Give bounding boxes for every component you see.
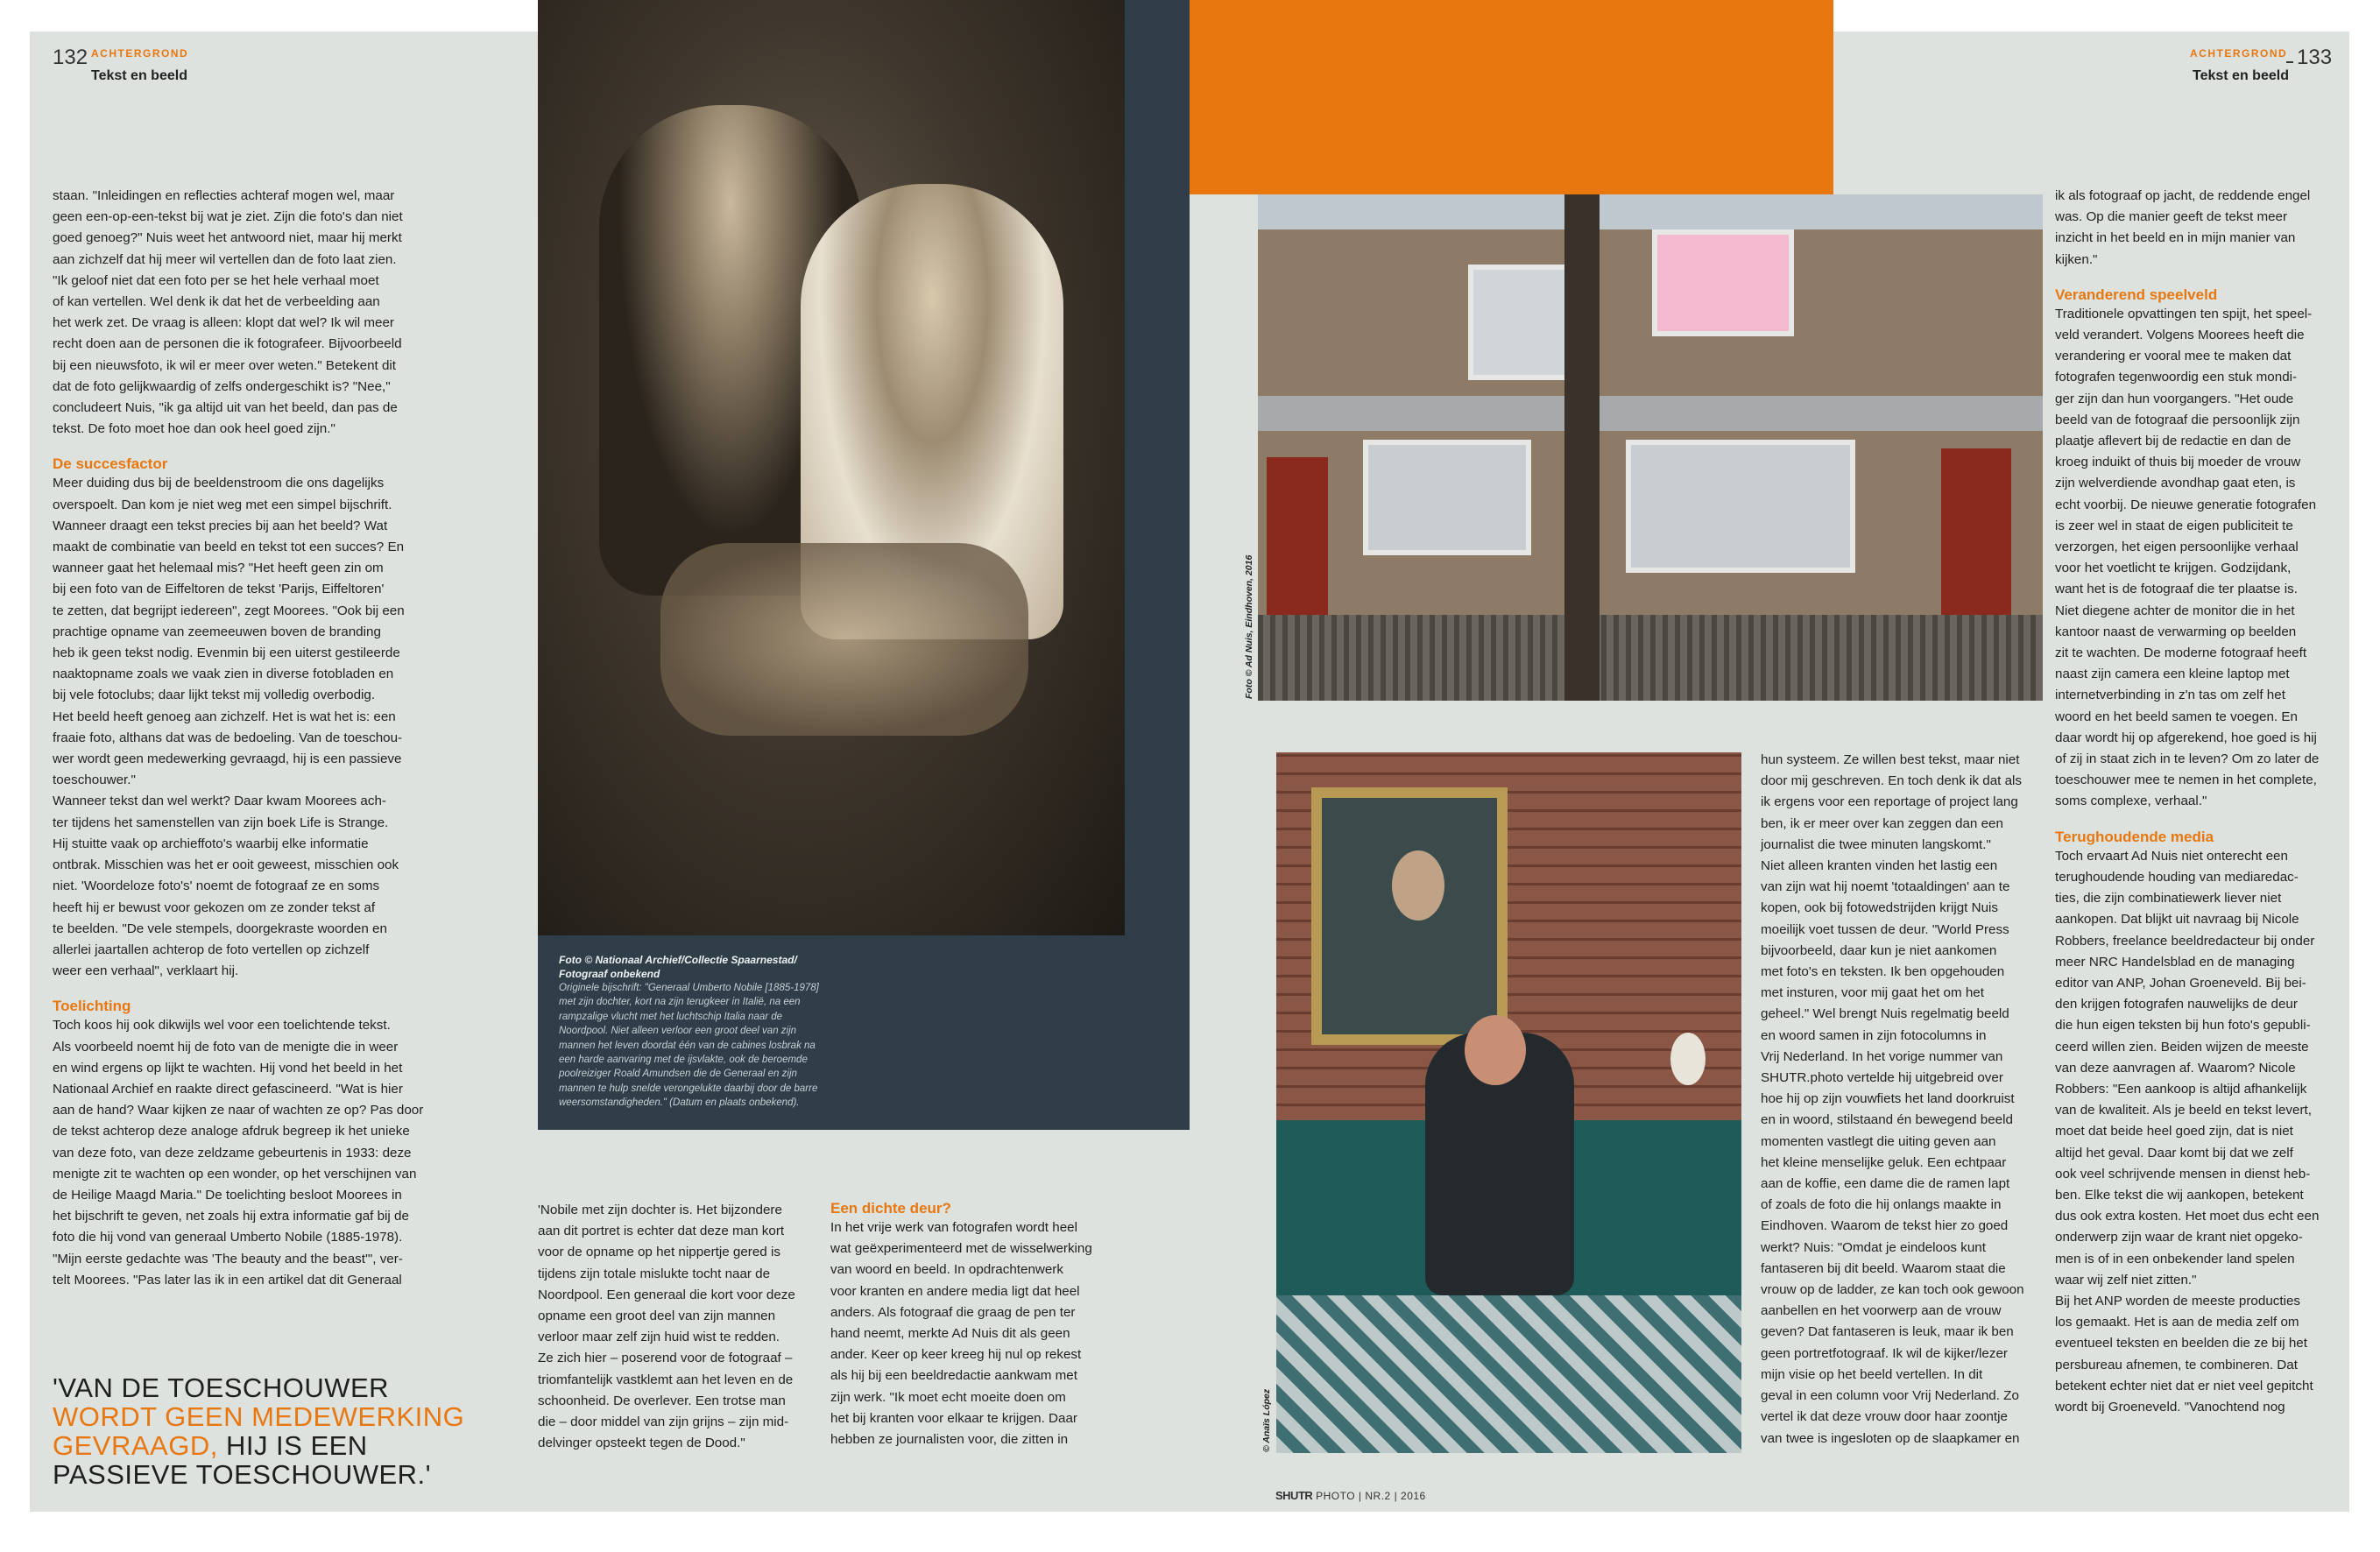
- portrait-photo: [538, 0, 1125, 935]
- house-photo: [1258, 194, 2043, 701]
- subheading-succesfactor: De succesfactor: [53, 455, 168, 473]
- photo-hands: [660, 543, 1028, 736]
- photo-fence: [1258, 615, 2043, 701]
- paragraph: Toch koos hij ook dikwijls wel voor een toelichtende tekst. Als voorbeeld noemt hij de foto van de menigte die in weer en wind ergens op lijkt te wachten. Hij vond het beeld in het Nationaal Archief en raakte direct gefascineerd. "Wat is hier aan de hand? Waar kijken ze naar of wachten ze op? Pas door de tekst achterop deze analoge afdruk begreep ik het unieke van deze foto, van deze zeldzame gebeurtenis in 1933: deze menigte zit te wachten op een wonder, op het verschijnen van de Heilige Maagd Maria." De toelichting besloot Moorees in het bijschrift te geven, net zoals hij extra informatie gaf bij de foto die hij vond van generaal Umberto Nobile (1885-1978). "Mijn eerste gedachte was 'The beauty and the beast'", ver- telt Moorees. "Pas later las ik in een artikel dat dit Generaal: [53, 1018, 424, 1287]
- paragraph: Traditionele opvattingen ten spijt, het speel- veld verandert. Volgens Moorees heeft die verandering er vooral mee te maken dat fotografen tegenwoordig een stuk mondi- ger zijn dan hun voorgangers. "Het oude beeld van de fotograaf die persoonlijk zijn plaatje aflevert bij de redactie en dan de kroeg induikt of thuis bij moeder de vrouw zijn welverdiende avondhap gaat eten, is echt voorbij. De nieuwe generatie fotografen is zeer wel in staat de eigen publiciteit te verzorgen, het eigen persoonlijke verhaal voor het voetlicht te krijgen. Godzijdank, want het is de fotograaf die ter plaatse is. Niet diegene achter de monitor die in het kantoor naast de verwarming op beelden zit te wachten. De moderne fotograaf heeft naast zijn camera een kleine laptop met internetverbinding in z'n tas om zelf het woord en het beeld samen te voegen. En daar wordt hij op afgerekend, hoe goed is hij of zij in staat zich in te leven? Om zo later de toeschouwer mee te nemen in het complete, soms complexe, verhaal.": [2055, 306, 2320, 809]
- footer-separator: |: [1394, 1490, 1402, 1502]
- photo-facade-band: [1258, 396, 2043, 431]
- caption-text: Originele bijschrift: "Generaal Umberto Nobile [1885-1978] met zijn dochter, kort na zijn terugkeer in Italië, na een rampzalige vlucht met het luchtschip Italia naar de Noordpool. Niet alleen verloor een groot deel van zijn mannen het leven doordat één van de cabines losbrak na een harde aanvaring met de ijsvlakte, ook de beroemde poolreiziger Roald Amundsen die de Generaal en zijn mannen te hulp snelde verongelukte daarbij door de barre weersomstandigheden." (Datum en plaats onbekend).: [559, 983, 819, 1109]
- photo-window: [1626, 440, 1855, 573]
- article-column-2: [538, 1200, 827, 1454]
- page-number-right: 133: [2297, 46, 2333, 69]
- photo-door: [1267, 457, 1328, 624]
- footer: [1275, 1489, 1426, 1502]
- paragraph: ik als fotograaf op jacht, de reddende engel was. Op die manier geeft de tekst meer inzicht in het beeld en in mijn manier van kijken.": [2055, 188, 2311, 267]
- orange-color-block: [1190, 0, 1833, 194]
- photo-window: [1363, 440, 1531, 555]
- ruler-mark: [2286, 61, 2293, 63]
- photo-man-head: [1465, 1015, 1526, 1085]
- photo-painting: [1311, 787, 1508, 1045]
- subheading-dichte-deur: Een dichte deur?: [830, 1200, 951, 1217]
- man-photo-credit: © Anaïs López: [1261, 1388, 1272, 1452]
- photo-sky: [1258, 194, 2043, 229]
- section-title-right: Tekst en beeld: [2193, 68, 2289, 83]
- photo-tree: [1564, 194, 1600, 701]
- paragraph: Toch ervaart Ad Nuis niet onterecht een terughoudende houding van mediaredac- ties, die zijn combinatiewerk liever niet aankopen. Dat blijkt uit navraag bij Nicole Robbers, freelance beeldredacteur bij onder meer NRC Handelsblad en de managing editor van ANP, Johan Groeneveld. Bij bei- den krijgen fotografen nauwelijks de deur die hun eigen teksten bij hun foto's gepubli- ceerd willen zien. Beiden wijzen de meeste van deze aanvragen af. Waarom? Nicole Robbers: "Een aankoop is altijd afhankelijk van de kwaliteit. Als je beeld en tekst levert, moet dat beide heel goed zijn, dat is niet altijd het geval. Daar komt bij dat we zelf ook veel schrijvende mensen in dienst heb- ben. Elke tekst die wij aankopen, betekent dus ook extra kosten. Het moet dus echt een onderwerp zijn waar de krant niet opgeko- men is of in een onbekender land spelen waar wij zelf niet zitten." Bij het ANP worden de meeste producties los gemaakt. Het is aan de media zelf om eventueel teksten en beelden die ze bij het persbureau afnemen, te combineren. Dat betekent echter niet dat er niet veel gepitcht wordt bij Groeneveld. "Vanochtend nog: [2055, 848, 2320, 1414]
- house-photo-credit: Foto © Ad Nuis, Eindhoven, 2016: [1244, 554, 1254, 699]
- photo-window-pink: [1652, 229, 1794, 336]
- article-column-4: [1761, 750, 2050, 1450]
- paragraph: Wanneer tekst dan wel werkt? Daar kwam Moorees ach- ter tijdens het samenstellen van zijn boek Life is Strange. Hij stuitte vaak op archieffoto's waarbij elke informatie ontbrak. Misschien was het er ooit geweest, misschien ook niet. 'Woordeloze foto's' noemt de fotograaf ze en soms heeft hij er bewust voor gekozen om ze zonder tekst af te beelden. "De vele stempels, doorgekraste woorden en allerlei jaartallen achterop de foto vertellen op zichzelf weer een verhaal", verklaart hij.: [53, 794, 399, 979]
- pull-quote: [53, 1373, 491, 1489]
- paragraph: staan. "Inleidingen en reflecties achteraf mogen wel, maar geen een-op-een-tekst bij wat je ziet. Zijn die foto's dan niet goed genoeg?" Nuis weet het antwoord niet, maar hij merkt aan zichzelf dat hij meer wil vertellen dan de foto laat zien. "Ik geloof niet dat een foto per se het hele verhaal moet of kan vertellen. Wel denk ik dat het de verbeelding aan het werk zet. De vraag is alleen: klopt dat wel? Ik wil meer recht doen aan de personen die ik fotografeer. Bijvoorbeeld bij een nieuwsfoto, ik wil er meer over weten." Betekent dit dat de foto gelijkwaardig of zelfs ondergeschikt is? "Nee," concludeert Nuis, "ik ga altijd uit van het beeld, dan pas de tekst. De foto moet hoe dan ook heel goed zijn.": [53, 188, 403, 437]
- paragraph: In het vrije werk van fotografen wordt heel wat geëxperimenteerd met de wisselwerking van woord en beeld. In opdrachtenwerk voor kranten en andere media ligt dat heel anders. Als fotograaf die graag de pen ter hand neemt, merkte Ad Nuis dit als geen ander. Keer op keer kreeg hij nul op rekest als hij bij een beeldredactie aankwam met zijn werk. "Ik moet echt moeite doen om het bij kranten voor elkaar te krijgen. Daar hebben ze journalisten voor, die zitten in: [830, 1220, 1092, 1448]
- pull-quote-highlight: WORDT GEEN MEDEWERKING GEVRAAGD,: [53, 1401, 465, 1461]
- subheading-toelichting: Toelichting: [53, 998, 131, 1015]
- footer-brand-suffix: PHOTO: [1316, 1490, 1356, 1502]
- paragraph: Meer duiding dus bij de beeldenstroom die ons dagelijks overspoelt. Dan kom je niet weg met een simpel bijschrift. Wanneer draagt een tekst precies bij aan het beeld? Wat maakt de combinatie van beeld en tekst tot een succes? En wanneer gaat het helemaal mis? "Het heeft geen zin om bij een foto van de Eiffeltoren de tekst 'Parijs, Eiffeltoren' te zetten, dat begrijpt iedereen", zegt Moorees. "Ook bij een prachtige opname van zeemeeuwen boven de branding heb ik geen tekst nodig. Evenmin bij een uiterst gestileerde naaktopname zoals we vaak zien in diverse fotobladen en bij vele fotoclubs; daar lijkt tekst mij volledig overbodig. Het beeld heeft genoeg aan zichzelf. Het is wat het is: een fraaie foto, althans dat was de bedoeling. Van de toeschou- wer wordt geen medewerking gevraagd, hij is een passieve toeschouwer.": [53, 476, 405, 788]
- footer-separator: |: [1358, 1490, 1366, 1502]
- pull-quote-text-end: HIJ IS EEN PASSIEVE TOESCHOUWER.': [53, 1430, 432, 1490]
- photo-door: [1941, 448, 2011, 624]
- paragraph: 'Nobile met zijn dochter is. Het bijzondere aan dit portret is echter dat deze man kort voor de opname op het nippertje gered is tijdens zijn totale mislukte tocht naar de Noordpool. Een generaal die kort voor deze opname een groot deel van zijn mannen verloor maar zelf zijn huid wist te redden. Ze zich hier – poserend voor de fotograaf – triomfantelijk vastklemt aan het leven en de schoonheid. De overlever. Een trotse man die – door middel van zijn grijns – zijn mid- delvinger opsteekt tegen de Dood.": [538, 1203, 795, 1451]
- article-column-5: [2055, 186, 2344, 1418]
- footer-brand: SHUTR: [1275, 1489, 1313, 1502]
- man-photo: [1276, 752, 1741, 1453]
- pull-quote-text: 'VAN DE TOESCHOUWER: [53, 1372, 390, 1403]
- caption-credit: Foto © Nationaal Archief/Collectie Spaarnestad/ Fotograaf onbekend: [559, 954, 797, 980]
- section-title-left: Tekst en beeld: [91, 68, 187, 83]
- section-tag-right: ACHTERGROND: [2190, 47, 2288, 60]
- footer-issue: NR.2: [1365, 1490, 1391, 1502]
- photo-lamp: [1670, 1033, 1706, 1085]
- footer-year: 2016: [1401, 1490, 1426, 1502]
- page-number-left: 132: [53, 46, 88, 69]
- subheading-media: Terughoudende media: [2055, 828, 2214, 845]
- article-column-1: [53, 186, 438, 1291]
- article-column-3: [830, 1200, 1128, 1450]
- paragraph: hun systeem. Ze willen best tekst, maar niet door mij geschreven. En toch denk ik dat als ik ergens voor een reportage of project lang ben, ik er meer over kan zeggen dan een journalist die twee minuten langskomt." Niet alleen kranten vinden het lastig een van zijn wat hij noemt 'totaaldingen' aan te kopen, ook bij fotowedstrijden krijgt Nuis moeilijk voet tussen de deur. "World Press bijvoorbeeld, daar kun je niet aankomen met foto's en teksten. Ik ben opgehouden met insturen, voor mij gaat het om het geheel." Wel brengt Nuis regelmatig beeld en woord samen in zijn fotocolumns in Vrij Nederland. In het vorige nummer van SHUTR.photo vertelde hij uitgebreid over hoe hij op zijn vouwfiets het land doorkruist en in woord, stilstaand én bewegend beeld momenten vastlegt die uiting geven aan het kleine menselijke geluk. Een echtpaar aan de koffie, een dame die de ramen lapt of zoals de foto die hij onlangs maakte in Eindhoven. Waarom de tekst hier zo goed werkt? Nuis: "Omdat je eindeloos kunt fantaseren bij dit beeld. Waarom staat die vrouw op de ladder, ze kan toch ook gewoon aanbellen en het voorwerp aan de vrouw geven? Dat fantaseren is leuk, maar ik ben geen portretfotograaf. Ik wil de kijker/lezer mijn visie op het beeld vertellen. In dit geval in een column voor Vrij Nederland. Zo vertel ik dat deze vrouw door haar zoontje van twee is ingesloten op de slaapkamer en: [1761, 752, 2024, 1446]
- photo-tiled-floor: [1276, 1295, 1741, 1453]
- section-tag-left: ACHTERGROND: [91, 47, 189, 60]
- portrait-caption: [559, 953, 874, 1111]
- subheading-speelveld: Veranderend speelveld: [2055, 286, 2218, 303]
- photo-painting-face: [1392, 850, 1444, 921]
